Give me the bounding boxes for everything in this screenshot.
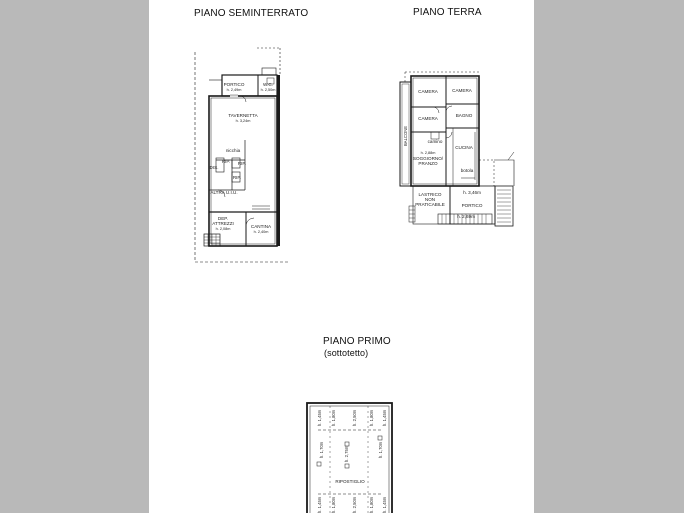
first-floor-subtitle: (sottotetto) xyxy=(324,348,369,358)
tavernetta-label: TAVERNETTA h. 3,24m xyxy=(228,113,258,124)
bagno-label: BAGNO xyxy=(455,113,473,118)
attic-height-mid-2: h. 2,75m xyxy=(344,445,349,462)
attic-height-mid-1: h. 1,70m xyxy=(319,441,324,458)
attic-height-top-2: h. 1,80m xyxy=(331,409,336,426)
ground-portico-height-top: h. 3,46m xyxy=(463,190,481,195)
botola-label: botola xyxy=(460,168,474,173)
camera-label-2: CAMERA xyxy=(452,88,472,93)
basement-title: PIANO SEMINTERRATO xyxy=(194,8,309,19)
balcone-label: BALCONE xyxy=(403,125,408,146)
soggiorno-pranzo-label: h. 2,88m SOGGIORNO/ PRANZO xyxy=(412,151,444,167)
basement-portico-label: PORTICO h. 2,49m xyxy=(223,82,245,93)
nicchia-label: nicchia xyxy=(225,148,241,153)
cantina-label: CANTINA h. 2,40m xyxy=(250,224,272,235)
dis-label: DIS. xyxy=(209,165,219,170)
attic-height-mid-3: h. 1,70m xyxy=(378,441,383,458)
altra-uiu-label: ALTRA U.I.U. xyxy=(210,190,238,195)
cucina-label: CUCINA xyxy=(455,145,473,150)
attic-height-bottom-4: h. 1,80m xyxy=(369,496,374,513)
deposito-attrezzi-label: DEP. ATTREZZI h. 2,08m xyxy=(212,216,234,232)
attic-height-top-5: h. 1,45m xyxy=(382,409,387,426)
ripostiglio-label: RIPOSTIGLIO xyxy=(335,479,365,484)
basement-wc-label: W.C. h. 2,50m xyxy=(260,82,276,93)
attic-height-bottom-3: h. 2,50m xyxy=(352,496,357,513)
ground-portico-label: PORTICO xyxy=(461,203,483,208)
attic-height-top-1: h. 1,45m xyxy=(317,409,322,426)
attic-height-top-4: h. 1,80m xyxy=(369,409,374,426)
attic-height-bottom-5: h. 1,45m xyxy=(382,496,387,513)
rip-label-2: RIP. xyxy=(237,161,247,166)
attic-height-top-3: h. 2,50m xyxy=(352,409,357,426)
camera-label-3: CAMERA xyxy=(418,116,438,121)
first-floor-title: PIANO PRIMO xyxy=(323,336,391,347)
lastrico-label: LASTRICO NON PRATICABILE xyxy=(415,192,445,208)
ground-portico-height-bottom: h. 2,69m xyxy=(457,214,475,219)
ground-floor-title: PIANO TERRA xyxy=(413,7,482,18)
attic-height-bottom-2: h. 1,80m xyxy=(331,496,336,513)
rip-label-3: RIP. xyxy=(232,175,242,180)
attic-height-bottom-1: h. 1,45m xyxy=(317,496,322,513)
rip-label-1: RIP. xyxy=(221,159,231,164)
camera-label-1: CAMERA xyxy=(418,89,438,94)
camino-label: camino xyxy=(427,139,443,144)
